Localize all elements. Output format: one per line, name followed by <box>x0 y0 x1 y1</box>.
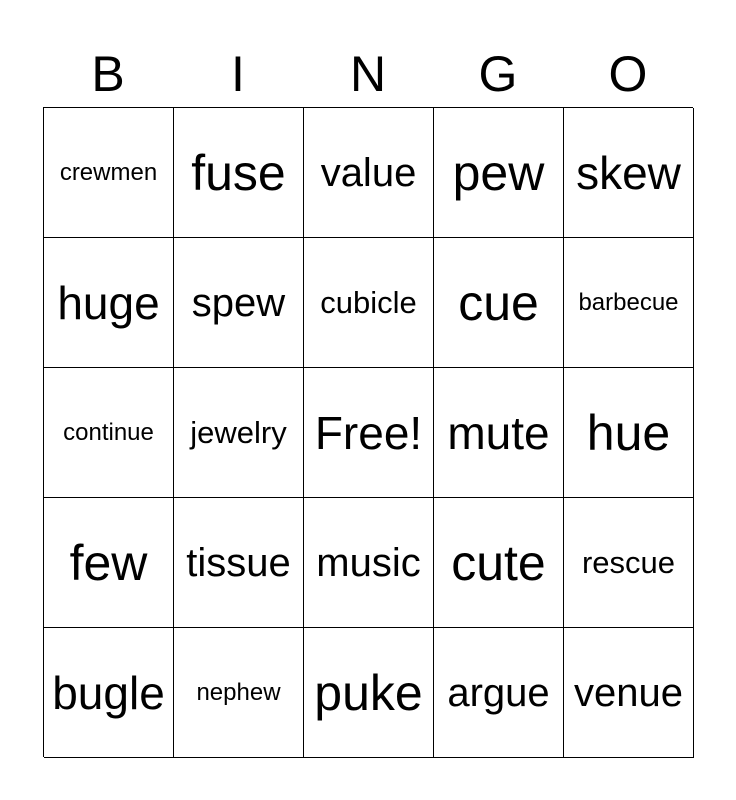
bingo-cell[interactable]: cue <box>434 238 564 368</box>
header-letter-o: O <box>608 46 648 102</box>
bingo-grid <box>43 107 693 757</box>
bingo-cell[interactable]: bugle <box>44 628 174 758</box>
bingo-cell[interactable]: nephew <box>174 628 304 758</box>
bingo-free-space[interactable]: Free! <box>304 368 434 498</box>
bingo-cell[interactable]: argue <box>434 628 564 758</box>
bingo-cell[interactable]: cute <box>434 498 564 628</box>
bingo-cell[interactable]: huge <box>44 238 174 368</box>
bingo-cell[interactable]: puke <box>304 628 434 758</box>
bingo-cell[interactable]: pew <box>434 108 564 238</box>
bingo-cell[interactable]: skew <box>564 108 694 238</box>
header-letter-b: B <box>91 46 125 102</box>
bingo-cell[interactable]: jewelry <box>174 368 304 498</box>
header-letter-i: I <box>231 46 245 102</box>
bingo-cell[interactable]: barbecue <box>564 238 694 368</box>
bingo-cell[interactable]: value <box>304 108 434 238</box>
bingo-cell[interactable]: spew <box>174 238 304 368</box>
bingo-cell[interactable]: rescue <box>564 498 694 628</box>
bingo-cell[interactable]: fuse <box>174 108 304 238</box>
bingo-cell[interactable]: hue <box>564 368 694 498</box>
bingo-cell[interactable]: tissue <box>174 498 304 628</box>
bingo-cell[interactable]: cubicle <box>304 238 434 368</box>
bingo-cell[interactable]: mute <box>434 368 564 498</box>
bingo-cell[interactable]: venue <box>564 628 694 758</box>
header-letter-g: G <box>478 46 518 102</box>
bingo-header <box>43 42 693 106</box>
header-letter-n: N <box>349 46 387 102</box>
bingo-cell[interactable]: crewmen <box>44 108 174 238</box>
bingo-cell[interactable]: few <box>44 498 174 628</box>
bingo-cell[interactable]: music <box>304 498 434 628</box>
bingo-cell[interactable]: continue <box>44 368 174 498</box>
